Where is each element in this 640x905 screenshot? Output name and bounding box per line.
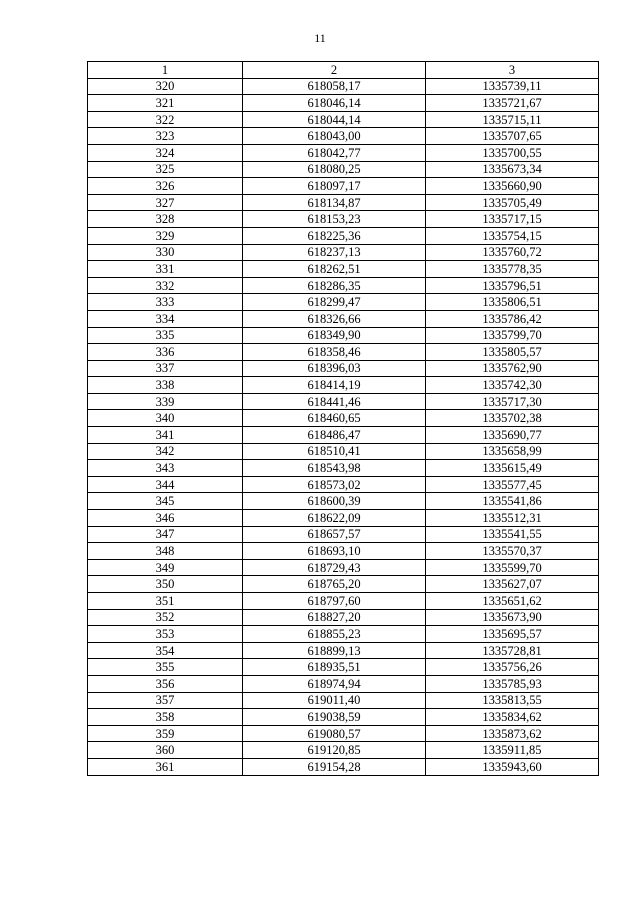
point-number-cell: 357: [88, 692, 243, 709]
table-row: [88, 111, 599, 128]
x-coordinate-cell: 618326,66: [243, 310, 426, 327]
x-coordinate-cell: 618573,02: [243, 476, 426, 493]
table-row: [88, 327, 599, 344]
point-number-cell: 320: [88, 78, 243, 95]
y-coordinate-cell: 1335911,85: [426, 742, 599, 759]
table-row: [88, 510, 599, 527]
point-number-cell: 336: [88, 344, 243, 361]
table-row: [88, 393, 599, 410]
y-coordinate-cell: 1335834,62: [426, 709, 599, 726]
table-row: [88, 310, 599, 327]
x-coordinate-cell: 618765,20: [243, 576, 426, 593]
table-row: [88, 675, 599, 692]
y-coordinate-cell: 1335541,55: [426, 526, 599, 543]
x-coordinate-cell: 619154,28: [243, 758, 426, 775]
point-number-cell: 354: [88, 642, 243, 659]
y-coordinate-cell: 1335760,72: [426, 244, 599, 261]
table-row: [88, 725, 599, 742]
y-coordinate-cell: 1335717,15: [426, 211, 599, 228]
point-number-cell: 329: [88, 227, 243, 244]
y-coordinate-cell: 1335615,49: [426, 460, 599, 477]
point-number-cell: 355: [88, 659, 243, 676]
x-coordinate-cell: 618097,17: [243, 178, 426, 195]
x-coordinate-cell: 618899,13: [243, 642, 426, 659]
point-number-cell: 359: [88, 725, 243, 742]
x-coordinate-cell: 619011,40: [243, 692, 426, 709]
table-row: [88, 377, 599, 394]
point-number-cell: 334: [88, 310, 243, 327]
column-header-1: 1: [88, 62, 243, 79]
y-coordinate-cell: 1335943,60: [426, 758, 599, 775]
point-number-cell: 322: [88, 111, 243, 128]
x-coordinate-cell: 618657,57: [243, 526, 426, 543]
y-coordinate-cell: 1335541,86: [426, 493, 599, 510]
table-row: [88, 294, 599, 311]
y-coordinate-cell: 1335577,45: [426, 476, 599, 493]
x-coordinate-cell: 618262,51: [243, 261, 426, 278]
y-coordinate-cell: 1335778,35: [426, 261, 599, 278]
point-number-cell: 332: [88, 277, 243, 294]
table-header-row: [88, 62, 599, 79]
x-coordinate-cell: 618797,60: [243, 593, 426, 610]
y-coordinate-cell: 1335570,37: [426, 543, 599, 560]
column-header-3: 3: [426, 62, 599, 79]
table-row: [88, 128, 599, 145]
y-coordinate-cell: 1335705,49: [426, 194, 599, 211]
point-number-cell: 337: [88, 360, 243, 377]
y-coordinate-cell: 1335702,38: [426, 410, 599, 427]
point-number-cell: 338: [88, 377, 243, 394]
y-coordinate-cell: 1335739,11: [426, 78, 599, 95]
point-number-cell: 344: [88, 476, 243, 493]
x-coordinate-cell: 618855,23: [243, 626, 426, 643]
point-number-cell: 321: [88, 95, 243, 112]
y-coordinate-cell: 1335512,31: [426, 510, 599, 527]
x-coordinate-cell: 618286,35: [243, 277, 426, 294]
table-row: [88, 526, 599, 543]
point-number-cell: 340: [88, 410, 243, 427]
x-coordinate-cell: 618080,25: [243, 161, 426, 178]
y-coordinate-cell: 1335873,62: [426, 725, 599, 742]
x-coordinate-cell: 618935,51: [243, 659, 426, 676]
point-number-cell: 330: [88, 244, 243, 261]
y-coordinate-cell: 1335717,30: [426, 393, 599, 410]
point-number-cell: 361: [88, 758, 243, 775]
x-coordinate-cell: 618693,10: [243, 543, 426, 560]
point-number-cell: 346: [88, 510, 243, 527]
x-coordinate-cell: 619120,85: [243, 742, 426, 759]
y-coordinate-cell: 1335813,55: [426, 692, 599, 709]
x-coordinate-cell: 618134,87: [243, 194, 426, 211]
point-number-cell: 331: [88, 261, 243, 278]
y-coordinate-cell: 1335658,99: [426, 443, 599, 460]
y-coordinate-cell: 1335786,42: [426, 310, 599, 327]
x-coordinate-cell: 618460,65: [243, 410, 426, 427]
point-number-cell: 353: [88, 626, 243, 643]
table-row: [88, 692, 599, 709]
table-row: [88, 742, 599, 759]
x-coordinate-cell: 618044,14: [243, 111, 426, 128]
point-number-cell: 335: [88, 327, 243, 344]
table-row: [88, 709, 599, 726]
point-number-cell: 348: [88, 543, 243, 560]
y-coordinate-cell: 1335700,55: [426, 144, 599, 161]
x-coordinate-cell: 618058,17: [243, 78, 426, 95]
point-number-cell: 356: [88, 675, 243, 692]
table-row: [88, 360, 599, 377]
y-coordinate-cell: 1335673,34: [426, 161, 599, 178]
table-row: [88, 261, 599, 278]
x-coordinate-cell: 618827,20: [243, 609, 426, 626]
point-number-cell: 339: [88, 393, 243, 410]
y-coordinate-cell: 1335806,51: [426, 294, 599, 311]
x-coordinate-cell: 618237,13: [243, 244, 426, 261]
point-number-cell: 341: [88, 427, 243, 444]
table-row: [88, 593, 599, 610]
point-number-cell: 343: [88, 460, 243, 477]
y-coordinate-cell: 1335756,26: [426, 659, 599, 676]
x-coordinate-cell: 618729,43: [243, 559, 426, 576]
point-number-cell: 351: [88, 593, 243, 610]
x-coordinate-cell: 618441,46: [243, 393, 426, 410]
x-coordinate-cell: 618510,41: [243, 443, 426, 460]
x-coordinate-cell: 618600,39: [243, 493, 426, 510]
x-coordinate-cell: 618622,09: [243, 510, 426, 527]
point-number-cell: 352: [88, 609, 243, 626]
table-row: [88, 476, 599, 493]
x-coordinate-cell: 619080,57: [243, 725, 426, 742]
y-coordinate-cell: 1335742,30: [426, 377, 599, 394]
y-coordinate-cell: 1335785,93: [426, 675, 599, 692]
table-row: [88, 194, 599, 211]
table-row: [88, 659, 599, 676]
y-coordinate-cell: 1335754,15: [426, 227, 599, 244]
table-row: [88, 211, 599, 228]
x-coordinate-cell: 618543,98: [243, 460, 426, 477]
y-coordinate-cell: 1335762,90: [426, 360, 599, 377]
point-number-cell: 360: [88, 742, 243, 759]
point-number-cell: 345: [88, 493, 243, 510]
y-coordinate-cell: 1335715,11: [426, 111, 599, 128]
table-row: [88, 161, 599, 178]
point-number-cell: 342: [88, 443, 243, 460]
table-row: [88, 344, 599, 361]
x-coordinate-cell: 618225,36: [243, 227, 426, 244]
y-coordinate-cell: 1335673,90: [426, 609, 599, 626]
x-coordinate-cell: 618153,23: [243, 211, 426, 228]
x-coordinate-cell: 618486,47: [243, 427, 426, 444]
table-row: [88, 427, 599, 444]
table-row: [88, 543, 599, 560]
y-coordinate-cell: 1335728,81: [426, 642, 599, 659]
x-coordinate-cell: 618043,00: [243, 128, 426, 145]
y-coordinate-cell: 1335651,62: [426, 593, 599, 610]
x-coordinate-cell: 618396,03: [243, 360, 426, 377]
table-row: [88, 443, 599, 460]
table-row: [88, 95, 599, 112]
table-row: [88, 227, 599, 244]
table-row: [88, 460, 599, 477]
table-body: [88, 78, 599, 775]
column-header-2: 2: [243, 62, 426, 79]
y-coordinate-cell: 1335799,70: [426, 327, 599, 344]
table-row: [88, 277, 599, 294]
y-coordinate-cell: 1335660,90: [426, 178, 599, 195]
y-coordinate-cell: 1335707,65: [426, 128, 599, 145]
table-row: [88, 244, 599, 261]
x-coordinate-cell: 619038,59: [243, 709, 426, 726]
table-row: [88, 609, 599, 626]
x-coordinate-cell: 618358,46: [243, 344, 426, 361]
x-coordinate-cell: 618042,77: [243, 144, 426, 161]
y-coordinate-cell: 1335796,51: [426, 277, 599, 294]
y-coordinate-cell: 1335721,67: [426, 95, 599, 112]
y-coordinate-cell: 1335627,07: [426, 576, 599, 593]
x-coordinate-cell: 618299,47: [243, 294, 426, 311]
coordinates-table: [87, 61, 599, 776]
table-row: [88, 78, 599, 95]
point-number-cell: 350: [88, 576, 243, 593]
table-row: [88, 626, 599, 643]
x-coordinate-cell: 618414,19: [243, 377, 426, 394]
y-coordinate-cell: 1335695,57: [426, 626, 599, 643]
point-number-cell: 324: [88, 144, 243, 161]
page-number: 11: [314, 31, 326, 45]
table-row: [88, 493, 599, 510]
point-number-cell: 349: [88, 559, 243, 576]
x-coordinate-cell: 618974,94: [243, 675, 426, 692]
point-number-cell: 328: [88, 211, 243, 228]
table-row: [88, 758, 599, 775]
y-coordinate-cell: 1335599,70: [426, 559, 599, 576]
point-number-cell: 325: [88, 161, 243, 178]
table-row: [88, 410, 599, 427]
point-number-cell: 323: [88, 128, 243, 145]
table-row: [88, 576, 599, 593]
y-coordinate-cell: 1335690,77: [426, 427, 599, 444]
table-row: [88, 144, 599, 161]
point-number-cell: 347: [88, 526, 243, 543]
y-coordinate-cell: 1335805,57: [426, 344, 599, 361]
point-number-cell: 333: [88, 294, 243, 311]
x-coordinate-cell: 618349,90: [243, 327, 426, 344]
point-number-cell: 327: [88, 194, 243, 211]
table-row: [88, 178, 599, 195]
table-row: [88, 559, 599, 576]
point-number-cell: 358: [88, 709, 243, 726]
table-row: [88, 642, 599, 659]
x-coordinate-cell: 618046,14: [243, 95, 426, 112]
point-number-cell: 326: [88, 178, 243, 195]
